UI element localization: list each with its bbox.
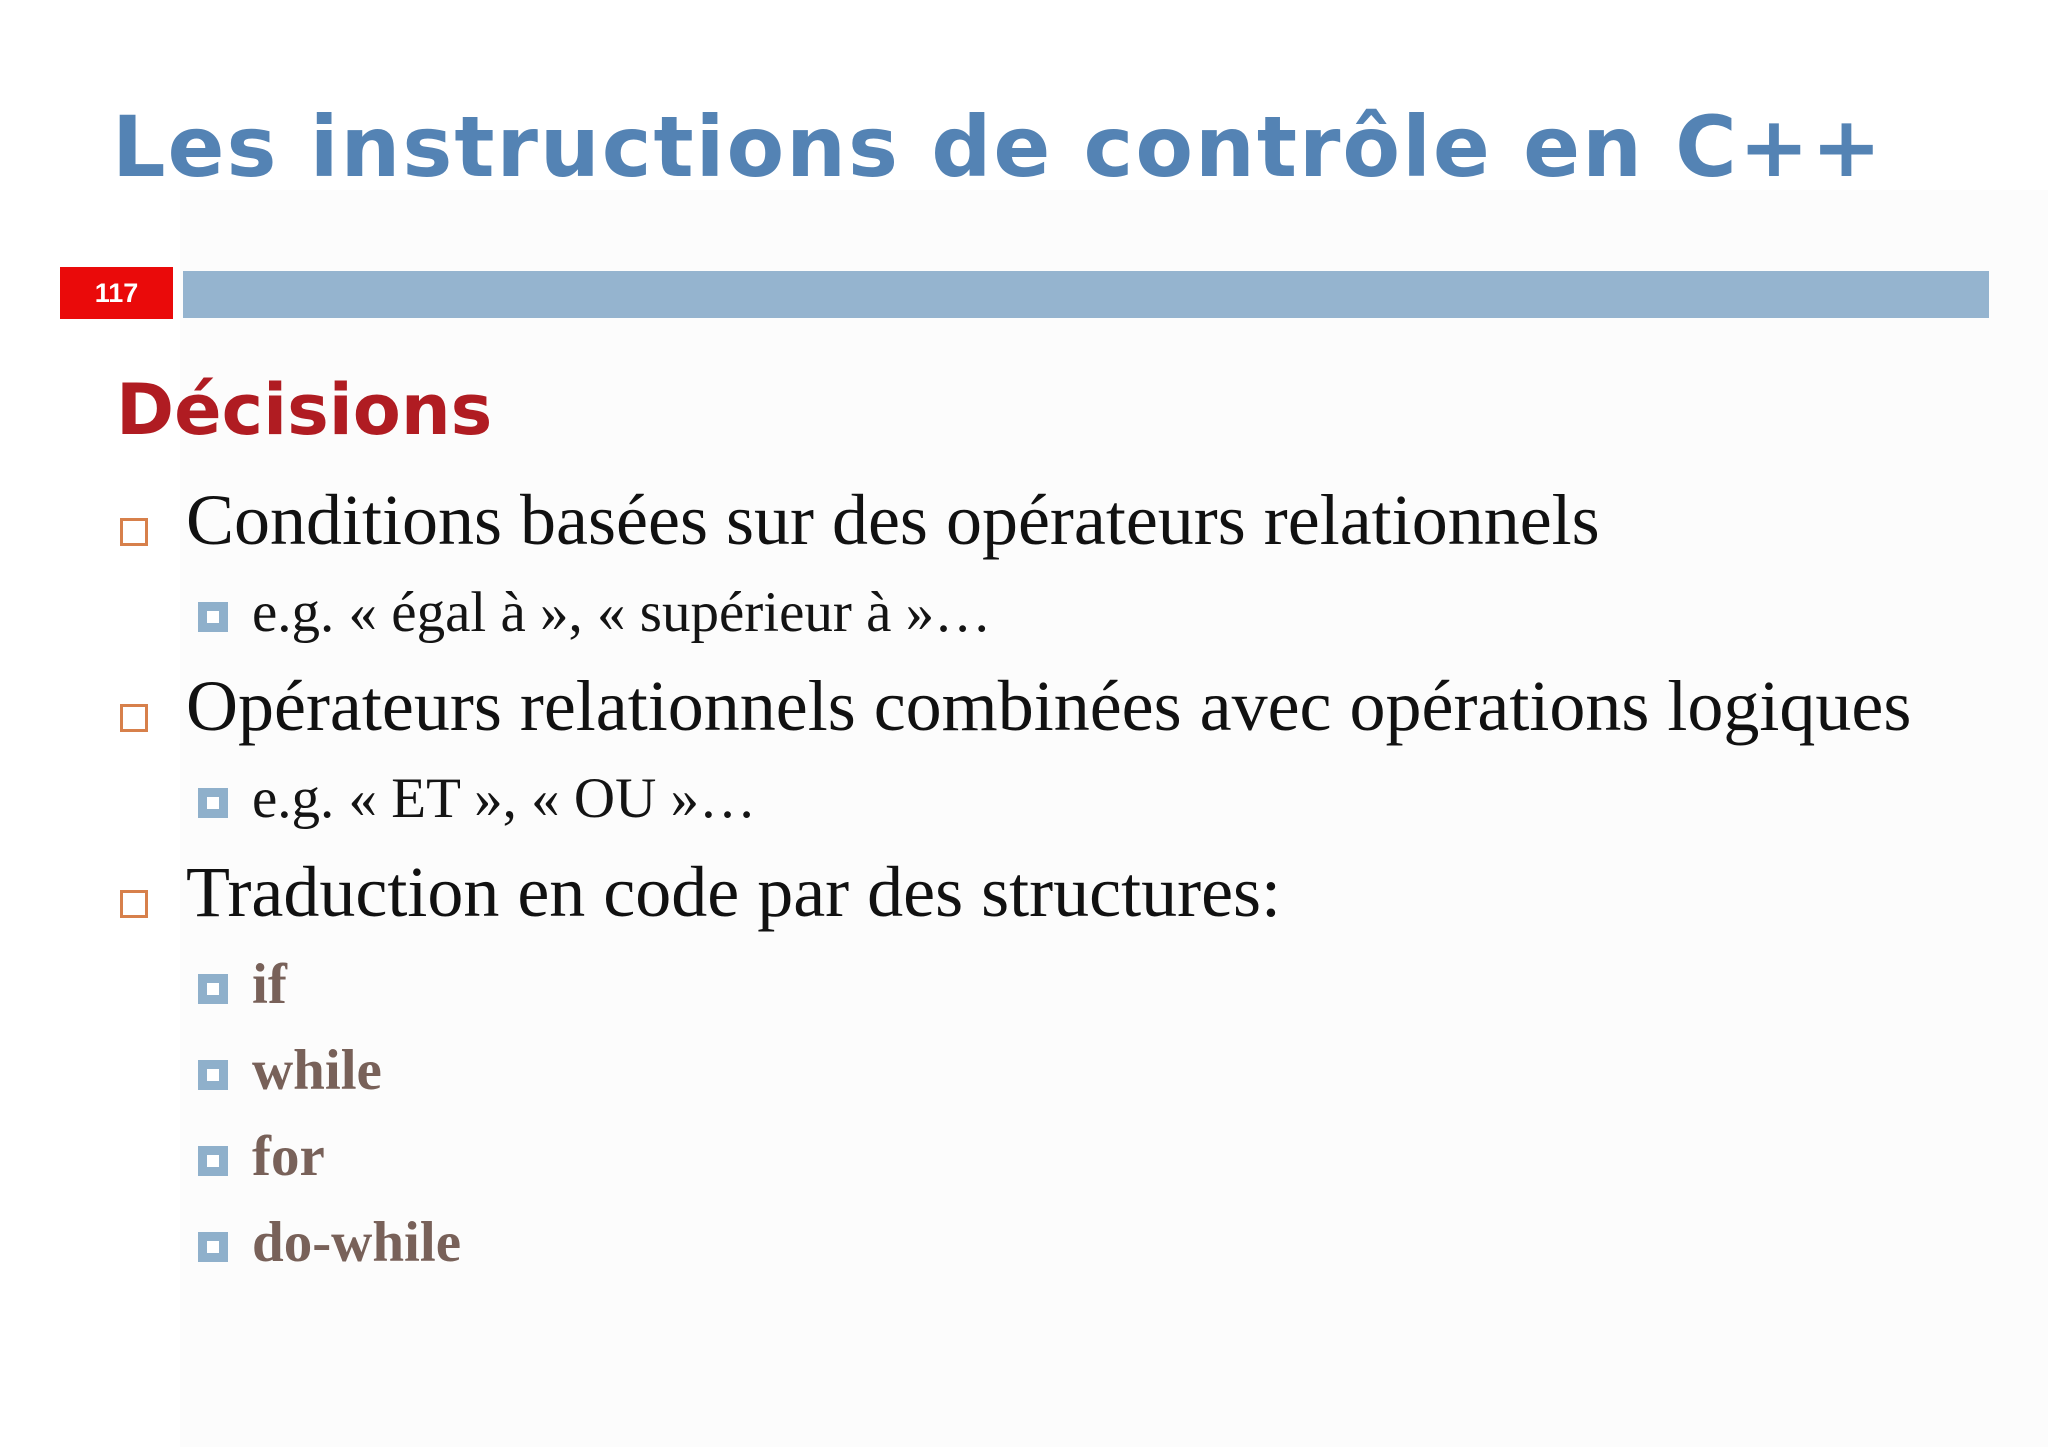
sub-bullet-while [198,1038,382,1104]
sub-bullet-do-while [198,1210,461,1276]
bullet-code-structures [120,852,1281,932]
sub-bullet-example-relational [198,580,991,646]
filled-frame-square-icon [198,602,228,632]
page-number-badge: 117 [60,267,173,319]
slide-title: Les instructions de contrôle en C++ [112,98,1884,196]
hollow-square-icon [120,890,148,918]
filled-frame-square-icon [198,1146,228,1176]
bullet-conditions [120,480,1600,560]
bullet-text: Traduction en code par des structures: [186,852,1282,932]
hollow-square-icon [120,704,148,732]
keyword-for: for [252,1125,325,1188]
keyword-while: while [252,1039,382,1102]
filled-frame-square-icon [198,1232,228,1262]
filled-frame-square-icon [198,788,228,818]
hollow-square-icon [120,518,148,546]
filled-frame-square-icon [198,1060,228,1090]
filled-frame-square-icon [198,974,228,1004]
bullet-text: Conditions basées sur des opérateurs relationnels [186,480,1600,560]
bullet-logical-operators [120,666,1911,746]
keyword-do-while: do-while [252,1211,462,1274]
sub-bullet-example-logical [198,766,756,832]
sub-bullet-if [198,952,287,1018]
keyword-if: if [252,953,287,1016]
sub-bullet-text: e.g. « égal à », « supérieur à »… [252,581,992,644]
sub-bullet-text: e.g. « ET », « OU »… [252,767,756,830]
title-divider-bar [183,271,1989,318]
bullet-text: Opérateurs relationnels combinées avec opérations logiques [186,666,1912,746]
sub-bullet-for [198,1124,325,1190]
section-heading: Décisions [116,369,493,451]
